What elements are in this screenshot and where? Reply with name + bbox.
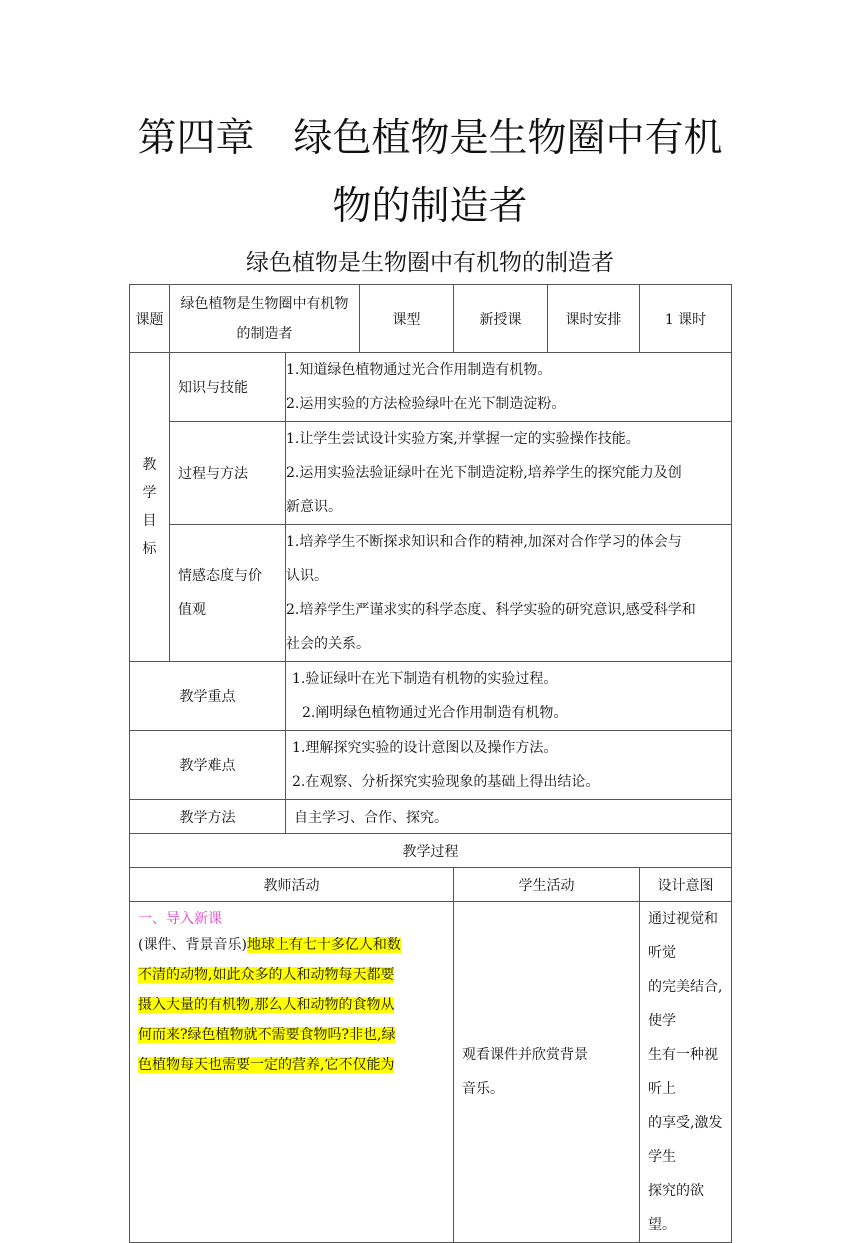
section-heading: 一、导入新课 (138, 911, 222, 927)
student-activity-header: 学生活动 (454, 868, 640, 902)
difficulty-item: 1.理解探究实验的设计意图以及操作方法。 (292, 740, 558, 756)
goals-label-char: 目 (142, 513, 157, 529)
key-points-content (286, 662, 732, 731)
teacher-text-line (138, 960, 447, 990)
goal-name: 知识与技能 (170, 353, 286, 422)
design-intent-header: 设计意图 (640, 868, 732, 902)
highlighted-text: 色植物每天也需要一定的营养,它不仅能为 (138, 1057, 395, 1073)
schedule-label: 课时安排 (548, 285, 640, 353)
goal-name (170, 525, 286, 662)
teacher-activity-cell (130, 902, 454, 1243)
student-activity-cell (454, 902, 640, 1243)
methods-row (130, 800, 732, 834)
topic-label: 课题 (130, 285, 170, 353)
goal-item: 新意识。 (286, 499, 342, 515)
lesson-type-value: 新授课 (454, 285, 548, 353)
key-point-item: 1.验证绿叶在光下制造有机物的实验过程。 (292, 671, 558, 687)
goal-content (286, 353, 732, 422)
topic-value-line-1: 绿色植物是生物圈中有机物 (180, 295, 349, 312)
difficulties-row (130, 731, 732, 800)
difficulties-content (286, 731, 732, 800)
key-point-item: 2.阐明绿色植物通过光合作用制造有机物。 (302, 705, 568, 721)
design-text-line: 探究的欲望。 (648, 1183, 704, 1233)
teacher-activity-header: 教师活动 (130, 868, 454, 902)
goal-item: 2.运用实验法验证绿叶在光下制造淀粉,培养学生的探究能力及创 (286, 465, 682, 481)
goal-row-attitude (130, 525, 732, 662)
teacher-text-line (138, 990, 447, 1020)
design-text-line: 生有一种视听上 (648, 1047, 718, 1097)
goals-label-char: 标 (142, 541, 157, 557)
page-title-line-2: 物的制造者 (332, 184, 528, 229)
goal-row-process (130, 422, 732, 525)
page-title-line-1: 第四章 绿色植物是生物圈中有机 (137, 116, 723, 161)
teacher-text-line (138, 1020, 447, 1050)
teacher-text-line (138, 1050, 447, 1080)
difficulty-item: 2.在观察、分析探究实验现象的基础上得出结论。 (292, 774, 600, 790)
methods-label: 教学方法 (130, 800, 286, 834)
process-header-row (130, 868, 732, 902)
student-text-line: 音乐。 (462, 1081, 504, 1097)
schedule-value: 1 课时 (640, 285, 732, 353)
highlighted-text: 不清的动物,如此众多的人和动物每天都要 (138, 967, 395, 983)
process-title: 教学过程 (130, 834, 732, 868)
student-text-line: 观看课件并欣赏背景 (462, 1047, 588, 1063)
lesson-plan-table (129, 284, 732, 1243)
topic-value (170, 285, 360, 353)
goal-item: 社会的关系。 (286, 636, 370, 652)
goal-name: 过程与方法 (170, 422, 286, 525)
methods-value: 自主学习、合作、探究。 (286, 800, 732, 834)
topic-row (130, 285, 732, 353)
goal-item: 1.培养学生不断探求知识和合作的精神,加深对合作学习的体会与 (286, 534, 682, 550)
design-text-line: 通过视觉和听觉 (648, 911, 718, 961)
goal-item: 1.知道绿色植物通过光合作用制造有机物。 (286, 362, 552, 378)
process-title-row (130, 834, 732, 868)
teacher-text-line (138, 930, 447, 960)
goal-name-line-1: 情感态度与价 (178, 568, 262, 584)
goal-item: 认识。 (286, 568, 328, 584)
key-points-row (130, 662, 732, 731)
goal-item: 2.培养学生严谨求实的科学态度、科学实验的研究意识,感受科学和 (286, 602, 696, 618)
design-text-line: 的完美结合,使学 (648, 979, 723, 1029)
goals-label-char: 学 (142, 485, 157, 501)
page-subtitle: 绿色植物是生物圈中有机物的制造者 (246, 250, 614, 276)
goal-item: 2.运用实验的方法检验绿叶在光下制造淀粉。 (286, 396, 566, 412)
goal-content (286, 525, 732, 662)
process-content-row (130, 902, 732, 1243)
teaching-goals-label (130, 353, 170, 662)
design-text-line: 的享受,激发学生 (648, 1115, 723, 1165)
goal-row-knowledge (130, 353, 732, 422)
key-points-label: 教学重点 (130, 662, 286, 731)
difficulties-label: 教学难点 (130, 731, 286, 800)
design-intent-cell (640, 902, 732, 1243)
goal-name-line-2: 值观 (178, 602, 206, 618)
teacher-text-prefix: (课件、背景音乐) (138, 937, 247, 953)
topic-value-line-2: 的制造者 (236, 325, 293, 342)
highlighted-text: 摄入大量的有机物,那么人和动物的食物从 (138, 997, 395, 1013)
goals-label-char: 教 (142, 457, 157, 473)
goal-content (286, 422, 732, 525)
highlighted-text: 何而来?绿色植物就不需要食物吗?非也,绿 (138, 1027, 396, 1043)
lesson-type-label: 课型 (360, 285, 454, 353)
goal-item: 1.让学生尝试设计实验方案,并掌握一定的实验操作技能。 (286, 431, 640, 447)
highlighted-text: 地球上有七十多亿人和数 (246, 937, 401, 953)
